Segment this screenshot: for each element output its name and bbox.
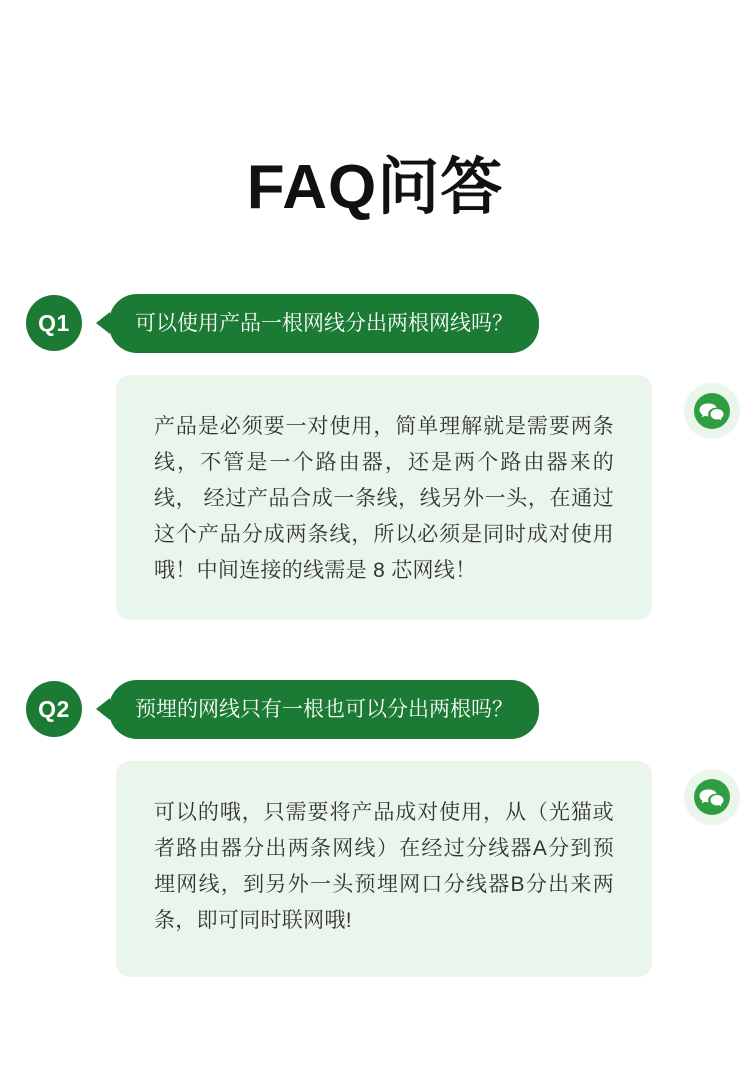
faq-item: [0, 294, 750, 620]
faq-page: [0, 42, 750, 1070]
question-bubble-wrap: [96, 294, 539, 353]
wechat-icon: [684, 769, 740, 825]
question-text: 预埋的网线只有一根也可以分出两根吗？: [109, 680, 539, 739]
faq-item: [0, 680, 750, 977]
bubble-tail-icon: [96, 312, 110, 334]
question-row: [0, 680, 750, 739]
answer-text: 产品是必须要一对使用，简单理解就是需要两条线，不管是一个路由器，还是两个路由器来的线， 经过产品合成一条线，线另外一头，在通过这个产品分成两条线，所以必须是同时成对使用哦！中间连接的线需是 8 芯网线！: [154, 415, 614, 583]
question-row: [0, 294, 750, 353]
page-title: FAQ问答: [246, 152, 504, 222]
bubble-tail-icon: [96, 698, 110, 720]
question-badge: Q1: [26, 295, 82, 351]
question-bubble-wrap: [96, 680, 539, 739]
answer-wrap: [116, 375, 652, 620]
answer-card: [116, 761, 652, 977]
wechat-icon: [684, 383, 740, 439]
question-text: 可以使用产品一根网线分出两根网线吗？: [109, 294, 539, 353]
answer-wrap: [116, 761, 652, 977]
answer-text: 可以的哦，只需要将产品成对使用，从（光猫或者路由器分出两条网线）在经过分线器A分到预埋网线，到另外一头预埋网口分线器B分出来两条，即可同时联网哦!: [154, 800, 614, 933]
answer-card: [116, 375, 652, 620]
question-badge: Q2: [26, 681, 82, 737]
